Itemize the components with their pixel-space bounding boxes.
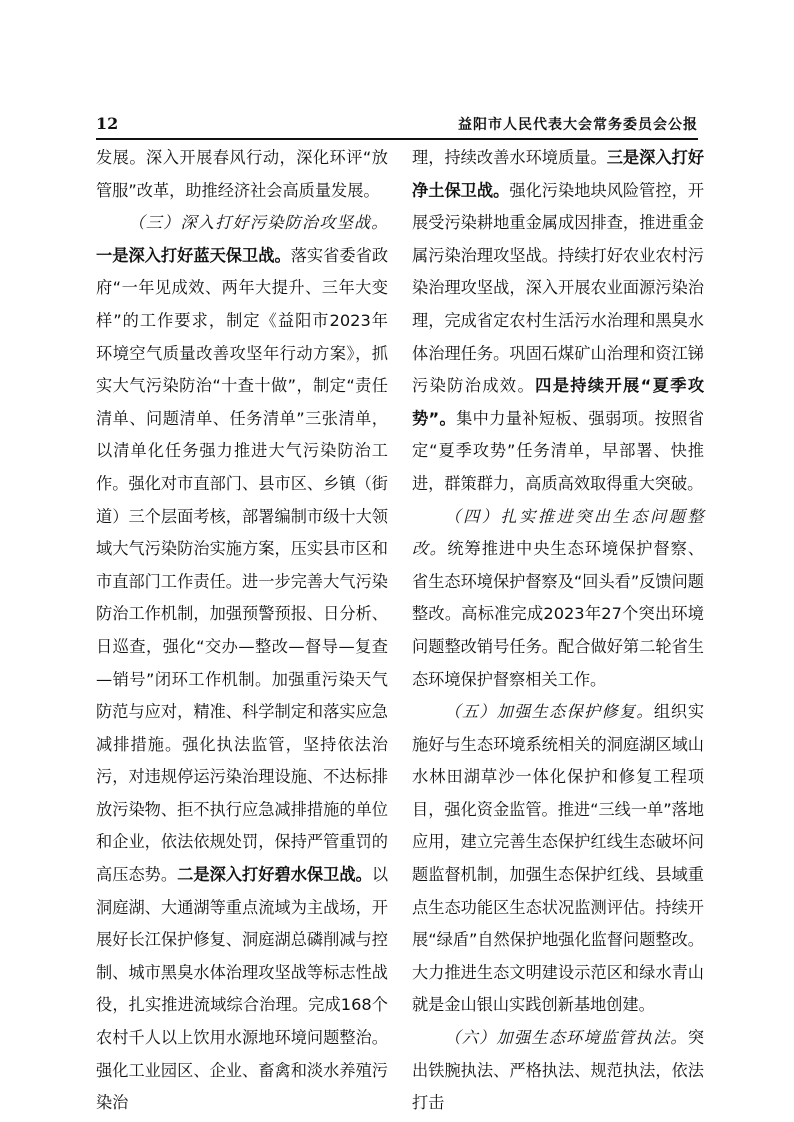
left-column xyxy=(96,142,388,1120)
paragraph xyxy=(96,142,388,207)
bold-lead: 一是深入打好蓝天保卫战。 xyxy=(96,245,291,265)
section-heading: （六）加强生态环境监管执法。 xyxy=(444,1028,688,1048)
paragraph-text: 落实省委省政府“一年见成效、两年大提升、三年大变样”的工作要求，制定《益阳市2023年环境空气质量改善攻坚年行动方案》，抓实大气污染防治“十查十做”，制定“责任清单、问题清单、任务清单”三张清单，以清单化任务强力推进大气污染防治工作。强化对市直部门、县市区、乡镇（街道）三个层面考核，部署编制市级十大领域大气污染防治实施方案，压实县市区和市直部门工作责任。进一步完善大气污染防治工作机制，加强预警预报、日分析、日巡查，强化“交办—整改—督导—复查—销号”闭环工作机制。加强重污染天气防范与应对，精准、科学制定和落实应急减排措施。强化执法监管，坚持依法治污，对违规停运污染治理设施、不达标排放污染物、拒不执行应急减排措施的单位和企业，依法依规处罚，保持严管重罚的高压态势。 xyxy=(96,245,389,885)
paragraph xyxy=(412,142,704,501)
paragraph xyxy=(96,207,388,1120)
section-heading: （四）扎实推进突出生态问题整改。 xyxy=(412,506,704,559)
right-column xyxy=(412,142,704,1120)
paragraph xyxy=(412,1022,704,1120)
paragraph-text: 理，持续改善水环境质量。 xyxy=(412,148,607,167)
bold-lead: 四是持续开展“夏季攻势”。 xyxy=(412,376,705,428)
paragraph-text: 集中力量补短板、强弱项。按照省定“夏季攻势”任务清单，早部署、快推进，群策群力，高质高效取得重大突破。 xyxy=(412,408,705,493)
bold-lead: 三是深入打好净土保卫战。 xyxy=(412,148,705,200)
section-heading: （五）加强生态保护修复。 xyxy=(444,702,654,722)
header-rule xyxy=(96,138,698,140)
page-header xyxy=(96,114,698,136)
page-number: 12 xyxy=(96,114,119,133)
paragraph-text: 发展。深入开展春风行动，深化环评“放管服”改革，助推经济社会高质量发展。 xyxy=(96,148,388,200)
paragraph xyxy=(412,696,704,1022)
section-heading: （三）深入打好污染防治攻坚战。 xyxy=(128,213,388,233)
paragraph xyxy=(412,501,704,697)
bold-lead: 二是深入打好碧水保卫战。 xyxy=(177,865,372,885)
journal-title: 益阳市人民代表大会常务委员会公报 xyxy=(458,117,698,133)
paragraph-text: 以洞庭湖、大通湖等重点流域为主战场，开展好长江保护修复、洞庭湖总磷削减与控制、城市黑臭水体治理攻坚战等标志性战役，扎实推进流域综合治理。完成168个农村千人以上饮用水源地环境问题整治。强化工业园区、企业、畜禽和淡水养殖污染治 xyxy=(96,865,389,1113)
paragraph-text: 组织实施好与生态环境系统相关的洞庭湖区域山水林田湖草沙一体化保护和修复工程项目，强化资金监管。推进“三线一单”落地应用，建立完善生态保护红线生态破坏问题监督机制，加强生态保护红线、县域重点生态功能区生态状况监测评估。持续开展“绿盾”自然保护地强化监督问题整改。大力推进生态文明建设示范区和绿水青山就是金山银山实践创新基地创建。 xyxy=(412,702,705,1015)
paragraph-text: 突出铁腕执法、严格执法、规范执法，依法打击 xyxy=(412,1028,704,1113)
paragraph-text: 统筹推进中央生态环境保护督察、省生态环境保护督察及“回头看”反馈问题整改。高标准完成2023年27个突出环境问题整改销号任务。配合做好第二轮省生态环境保护督察相关工作。 xyxy=(412,539,705,689)
paragraph-text: 强化污染地块风险管控，开展受污染耕地重金属成因排查，推进重金属污染治理攻坚战。持续打好农业农村污染治理攻坚战，深入开展农业面源污染治理，完成省定农村生活污水治理和黑臭水体治理任务。巩固石煤矿山治理和资江锑污染防治成效。 xyxy=(412,180,705,396)
